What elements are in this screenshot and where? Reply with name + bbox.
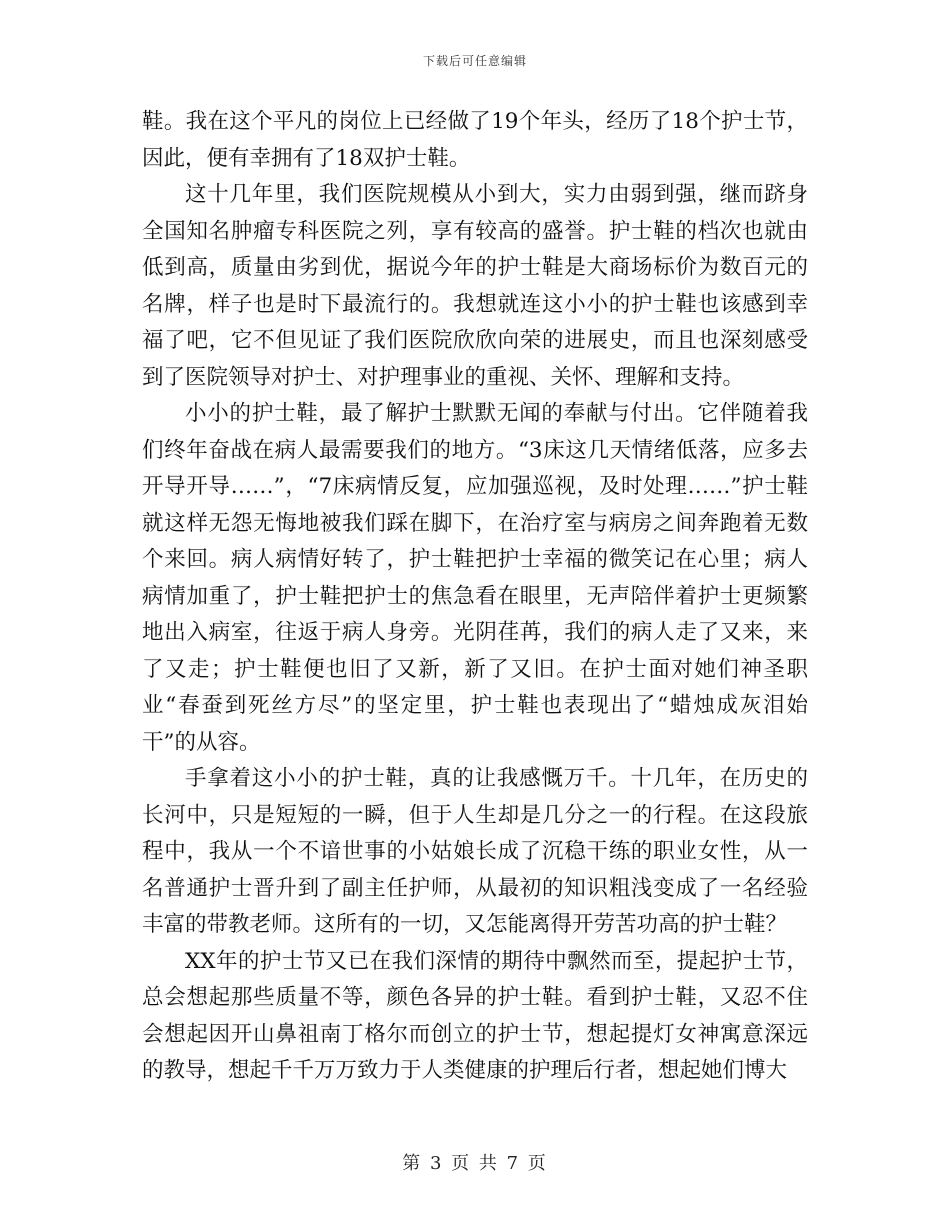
paragraph: 手拿着这小小的护士鞋，真的让我感慨万千。十几年，在历史的长河中，只是短短的一瞬，但于人生却是几分之一的行程。在这段旅程中，我从一个不谙世事的小姑娘长成了沉稳干练的职业女性，从一名普通护士晋升到了副主任护师，从最初的知识粗浅变成了一名经验丰富的带教老师。这所有的一切，又怎能离得开劳苦功高的护士鞋？ (142, 766, 808, 937)
paragraph: 小小的护士鞋，最了解护士默默无闻的奉献与付出。它伴随着我们终年奋战在病人最需要我们的地方。“3床这几天情绪低落，应多去开导开导……”，“7床病情反复，应加强巡视，及时处理……”护士鞋就这样无怨无悔地被我们踩在脚下，在治疗室与病房之间奔跑着无数个来回。病人病情好转了，护士鞋把护士幸福的微笑记在心里；病人病情加重了，护士鞋把护士的焦急看在眼里，无声陪伴着护士更频繁地出入病室，往返于病人身旁。光阴荏苒，我们的病人走了又来，来了又走；护士鞋便也旧了又新，新了又旧。在护士面对她们神圣职业“春蚕到死丝方尽”的坚定里，护士鞋也表现出了“蜡烛成灰泪始干”的从容。 (142, 401, 808, 755)
page-number-footer: 第 3 页 共 7 页 (402, 1153, 548, 1174)
page-header-note: 下载后可任意编辑 (422, 54, 527, 68)
document-body (142, 104, 808, 1090)
paragraph: 这十几年里，我们医院规模从小到大，实力由弱到强，继而跻身全国知名肿瘤专科医院之列，享有较高的盛誉。护士鞋的档次也就由低到高，质量由劣到优，据说今年的护士鞋是大商场标价为数百元的名牌，样子也是时下最流行的。我想就连这小小的护士鞋也该感到幸福了吧，它不但见证了我们医院欣欣向荣的进展史，而且也深刻感受到了医院领导对护士、对护理事业的重视、关怀、理解和支持。 (142, 182, 808, 390)
paragraph-continuation: 鞋。我在这个平凡的岗位上已经做了19个年头，经历了18个护士节，因此，便有幸拥有了18双护士鞋。 (142, 109, 808, 171)
paragraph: XX年的护士节又已在我们深情的期待中飘然而至，提起护士节，总会想起那些质量不等，颜色各异的护士鞋。看到护士鞋，又忍不住会想起因开山鼻祖南丁格尔而创立的护士节，想起提灯女神寓意深远的教导，想起千千万万致力于人类健康的护理后行者，想起她们博大 (142, 948, 808, 1083)
